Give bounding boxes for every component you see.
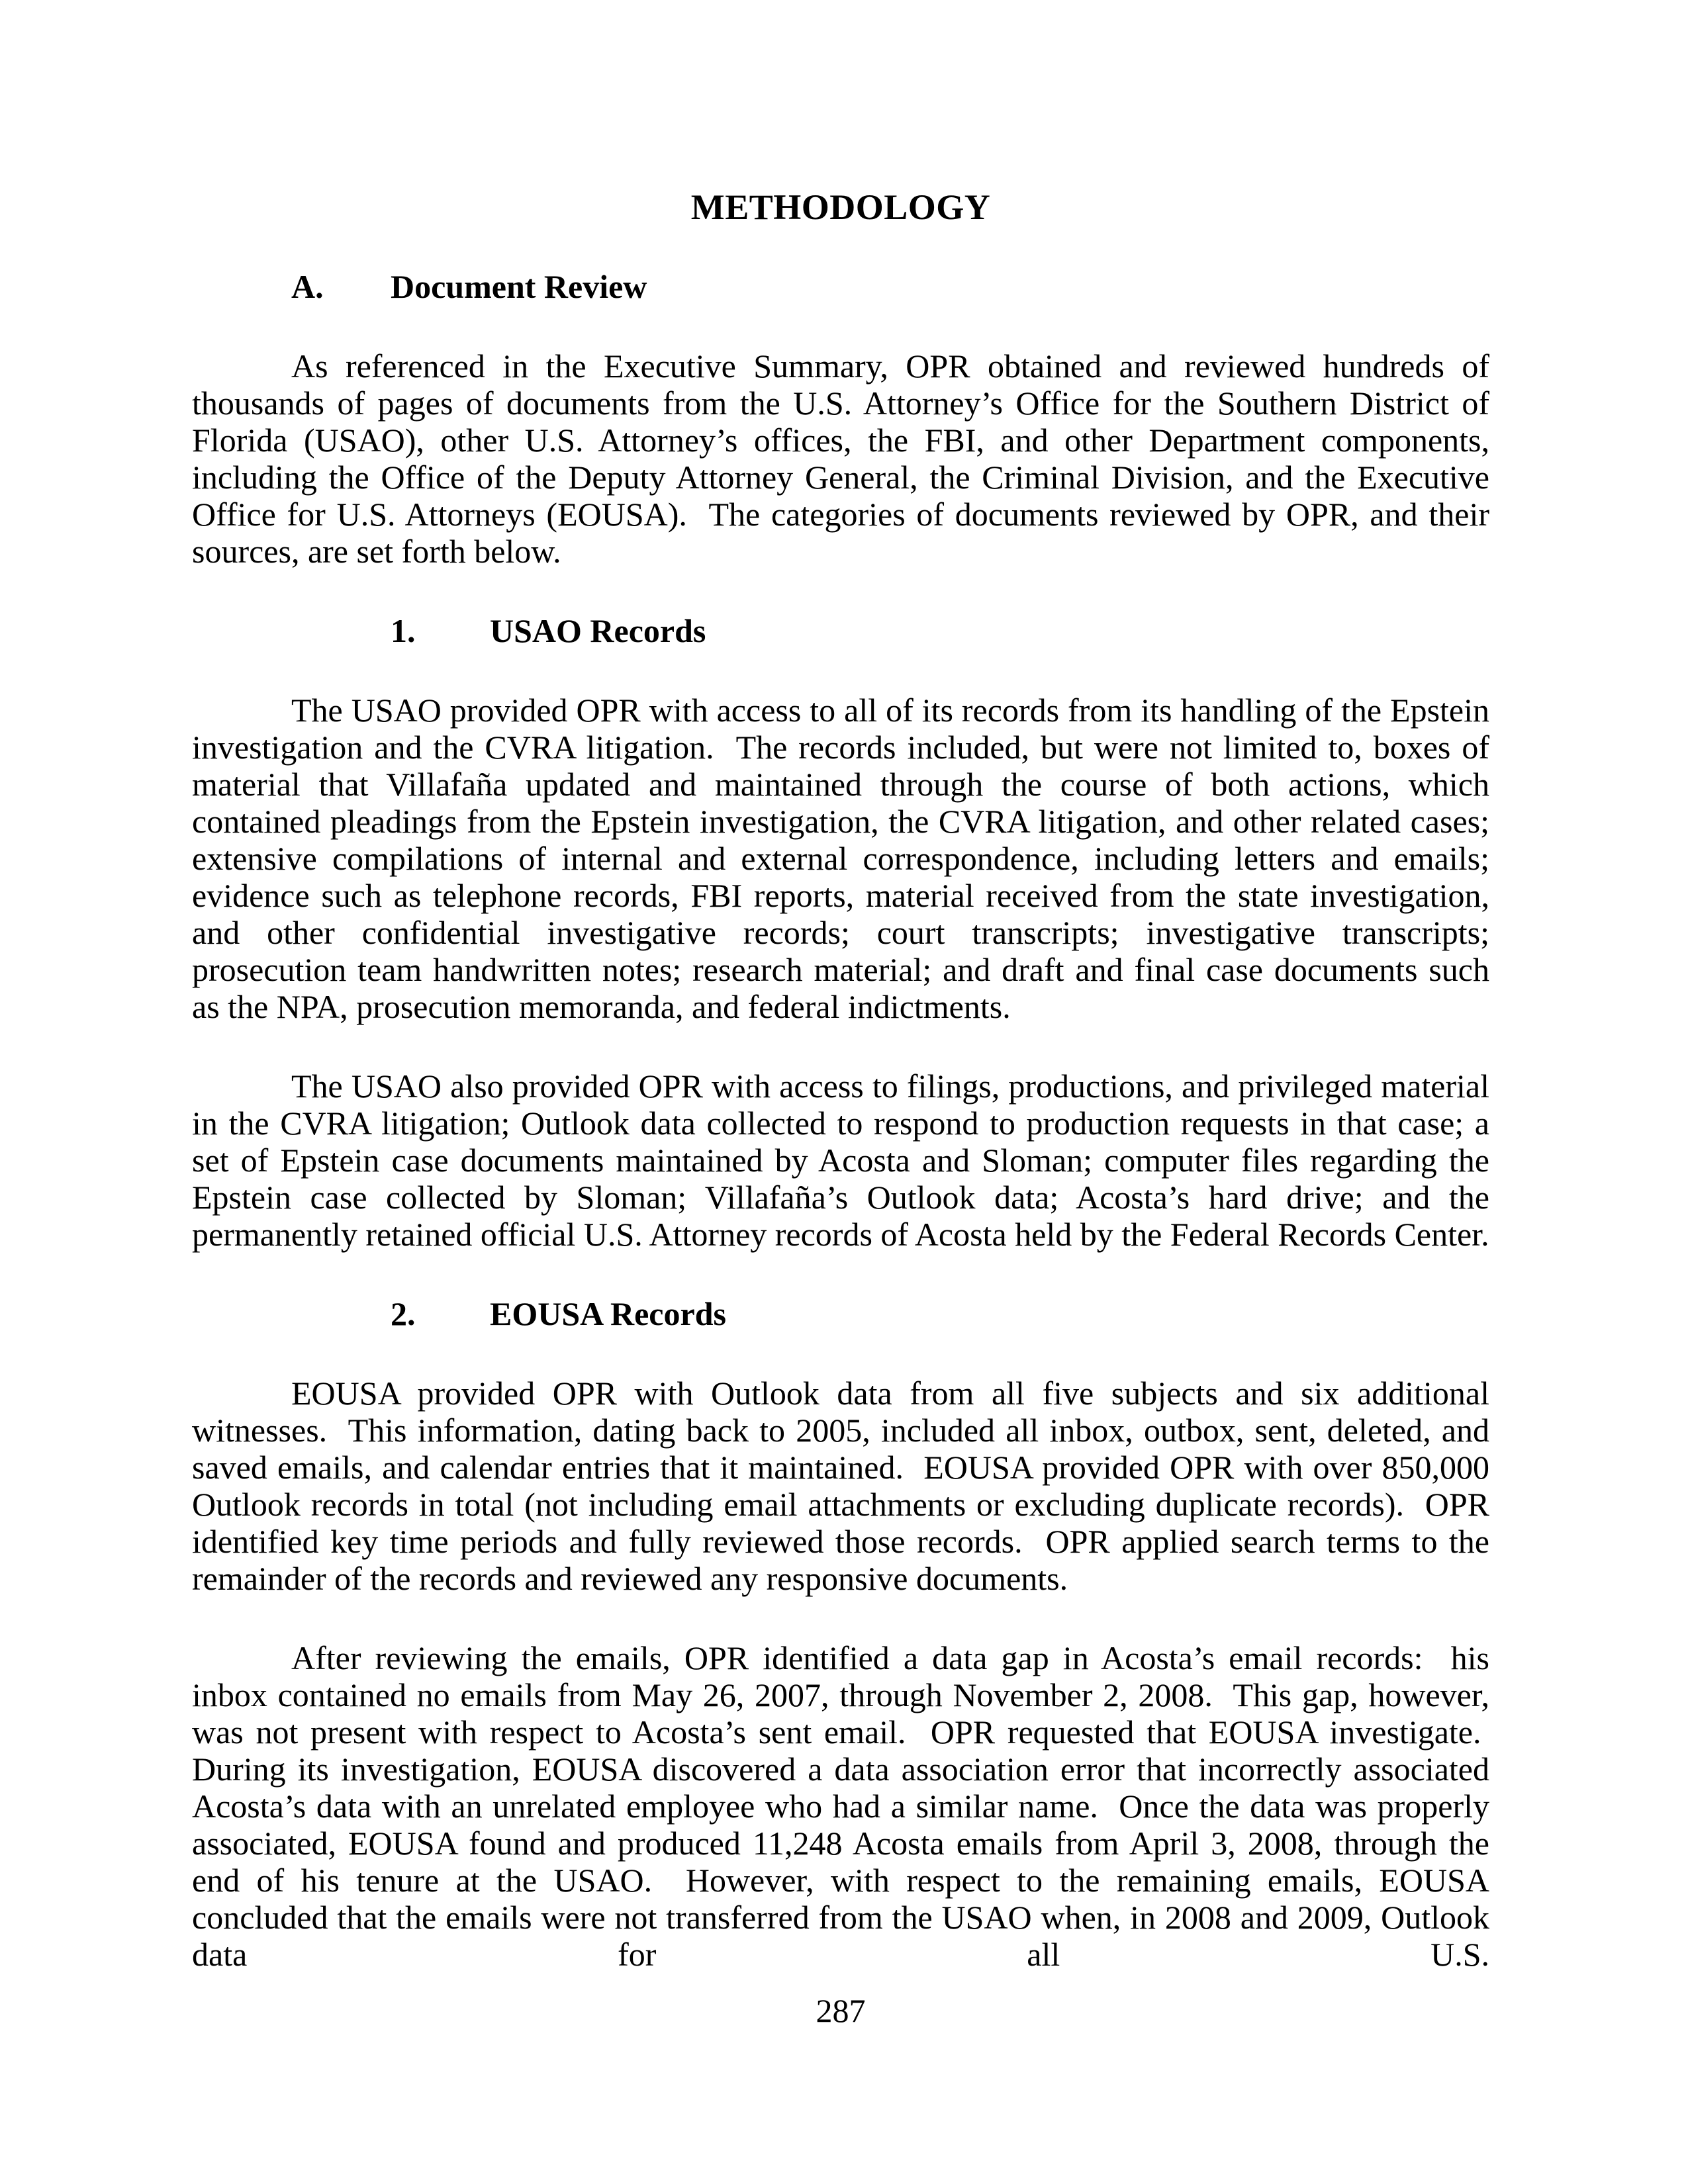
page-number: 287 (816, 1992, 866, 2029)
subsection-1-label: 1. (391, 612, 416, 649)
page-title: METHODOLOGY (690, 187, 991, 227)
eousa-records-paragraph-1: EOUSA provided OPR with Outlook data from all five subjects and six additional witnesses. This information, dating back to 2005, included all inbox, outbox, sent, deleted, and saved emails, and calendar entries that it maintained. EOUSA provided OPR with over 850,000 Outlook records in total (not including email attachments or excluding duplicate records). OPR identified key time periods and fully reviewed those records. OPR applied search terms to the remainder of the records and reviewed any responsive documents. (192, 1375, 1489, 1597)
section-a-intro-paragraph: As referenced in the Executive Summary, OPR obtained and reviewed hundreds of thousands of pages of documents from the U.S. Attorney’s Office for the Southern District of Florida (USAO), other U.S. Attorney’s offices, the FBI, and other Department components, including the Office of the Deputy Attorney General, the Criminal Division, and the Executive Office for U.S. Attorneys (EOUSA). The categories of documents reviewed by OPR, and their sources, are set forth below. (192, 347, 1489, 570)
subsection-2-title: EOUSA Records (490, 1295, 726, 1332)
subsection-1-title: USAO Records (490, 612, 706, 649)
subsection-2-heading (192, 1295, 1489, 1332)
subsection-1-heading (192, 612, 1489, 649)
usao-records-paragraph-2: The USAO also provided OPR with access to filings, productions, and privileged material in the CVRA litigation; Outlook data collected to respond to production requests in that case; a set of Epstein case documents maintained by Acosta and Sloman; computer files regarding the Epstein case collected by Sloman; Villafaña’s Outlook data; Acosta’s hard drive; and the permanently retained official U.S. Attorney records of Acosta held by the Federal Records Center. (192, 1068, 1489, 1253)
section-a-title: Document Review (391, 268, 647, 305)
usao-records-paragraph-1: The USAO provided OPR with access to all of its records from its handling of the Epstein investigation and the CVRA litigation. The records included, but were not limited to, boxes of material that Villafaña updated and maintained through the course of both actions, which contained pleadings from the Epstein investigation, the CVRA litigation, and other related cases; extensive compilations of internal and external correspondence, including letters and emails; evidence such as telephone records, FBI reports, material received from the state investigation, and other confidential investigative records; court transcripts; investigative transcripts; prosecution team handwritten notes; research material; and draft and final case documents such as the NPA, prosecution memoranda, and federal indictments. (192, 692, 1489, 1025)
eousa-records-paragraph-2: After reviewing the emails, OPR identified a data gap in Acosta’s email records: his inbox contained no emails from May 26, 2007, through November 2, 2008. This gap, however, was not present with respect to Acosta’s sent email. OPR requested that EOUSA investigate. During its investigation, EOUSA discovered a data association error that incorrectly associated Acosta’s data with an unrelated employee who had a similar name. Once the data was properly associated, EOUSA found and produced 11,248 Acosta emails from April 3, 2008, through the end of his tenure at the USAO. However, with respect to the remaining emails, EOUSA concluded that the emails were not transferred from the USAO when, in 2008 and 2009, Outlook data for all U.S. (192, 1639, 1489, 1973)
subsection-2-label: 2. (391, 1295, 416, 1332)
section-a-label: A. (291, 268, 324, 305)
section-a-heading (192, 268, 1489, 305)
